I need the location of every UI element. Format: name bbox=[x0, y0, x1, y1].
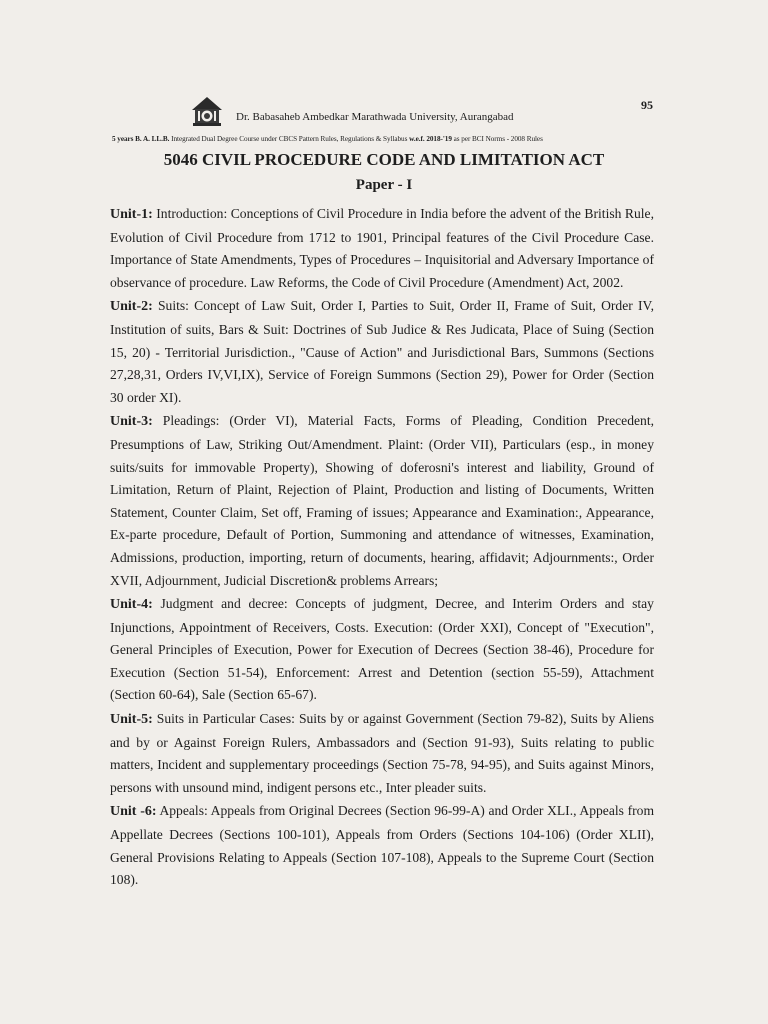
course-description bbox=[112, 135, 543, 143]
unit-5-paragraph bbox=[110, 708, 654, 799]
unit-2-paragraph bbox=[110, 295, 654, 409]
unit-1-paragraph bbox=[110, 203, 654, 294]
unit-topic: Introduction: bbox=[156, 206, 228, 221]
course-line-wef: w.e.f. 2018-'19 bbox=[409, 135, 452, 143]
unit-label: Unit-4: bbox=[110, 597, 153, 613]
unit-body: Suits by or against Government (Section 79-82), Suits by Aliens and by or Against Foreign Rulers, Ambassadors and (Section 91-93), Suits relating to public matters, Incident and supplementary proceedings (Section 75-78, 94-95), and Suits against Minors, persons with unsound mind, indigent persons etc., Inter pleader suits. bbox=[110, 711, 655, 795]
unit-6-paragraph bbox=[110, 800, 654, 891]
syllabus-content bbox=[110, 203, 654, 893]
course-line-bold: 5 years B. A. LL.B. bbox=[112, 135, 170, 143]
paper-subtitle: Paper - I bbox=[355, 177, 413, 193]
unit-label: Unit-1: bbox=[110, 207, 153, 222]
unit-3-paragraph bbox=[110, 410, 654, 592]
unit-body: (Order VI), Material Facts, Forms of Pleading, Condition Precedent, Presumptions of Law, Striking Out/Amendment. Plaint: (Order VII), Particulars (esp., in money suits/suits for immovable Property), Showing of doferosni's interest and liability, Ground of Limitation, Return of Plaint, Rejection of Plaint, Production and listing of Documents, Written Statement, Counter Claim, Set off, Framing of issues; Appearance and Examination:, Appearance, Ex-parte procedure, Default of Portion, Summoning and attendance of witnesses, Examination, Admissions, production, importing, return of documents, hearing, affidavit; Adjournments:, Order XVII, Adjournment, Judicial Discretion& problems Arrears; bbox=[110, 413, 654, 588]
unit-topic: Suits in Particular Cases: bbox=[156, 711, 295, 727]
unit-body: Concepts of judgment, Decree, and Interim Orders and stay Injunctions, Appointment of Receivers, Costs. Execution: (Order XXI), Concept of "Execution", General Principles of Execution, Power for Execution of Decrees (Section 38-46), Procedure for Execution (Section 51-54), Enforcement: Arrest and Detention (section 55-59), Attachment (Section 60-64), Sale (Section 65-67). bbox=[110, 596, 654, 703]
unit-body: Conceptions of Civil Procedure in India before the advent of the British Rule, Evolution of Civil Procedure from 1712 to 1901, Principal features of the Civil Procedure Case. Importance of State Amendments, Types of Procedures – Inquisitorial and Adversary Importance of observance of procedure. Law Reforms, the Code of Civil Procedure (Amendment) Act, 2002. bbox=[110, 206, 654, 290]
unit-topic: Suits: bbox=[157, 298, 189, 314]
unit-label: Unit-3: bbox=[110, 414, 153, 430]
document-title: 5046 CIVIL PROCEDURE CODE AND LIMITATION ACT bbox=[163, 150, 605, 169]
university-emblem-icon bbox=[190, 94, 224, 128]
page-number: 95 bbox=[641, 98, 653, 112]
unit-topic: Appeals: bbox=[159, 803, 208, 819]
unit-body: Appeals from Original Decrees (Section 96-99-A) and Order XLI., Appeals from Appellate Decrees (Sections 100-101), Appeals from Orders (Sections 104-106) (Order XLII), General Provisions Relating to Appeals (Section 107-108), Appeals to the Supreme Court (Section 108). bbox=[110, 803, 655, 888]
unit-label: Unit-2: bbox=[110, 299, 153, 315]
unit-body: Concept of Law Suit, Order I, Parties to Suit, Order II, Frame of Suit, Order IV, Institution of suits, Bars & Suit: Doctrines of Sub Judice & Res Judicata, Place of Suing (Section 15, 20) - Territorial Jurisdiction., "Cause of Action" and Jurisdictional Bars, Summons (Sections 27,28,31, Orders IV,VI,IX), Service of Foreign Summons (Section 29), Power for Order (Section 30 order XI). bbox=[110, 298, 654, 405]
university-name: Dr. Babasaheb Ambedkar Marathwada University, Aurangabad bbox=[236, 111, 514, 123]
unit-label: Unit-5: bbox=[110, 712, 153, 728]
course-line-rest: Integrated Dual Degree Course under CBCS Pattern Rules, Regulations & Syllabus bbox=[171, 135, 408, 143]
unit-4-paragraph bbox=[110, 593, 654, 707]
unit-topic: Judgment and decree: bbox=[160, 596, 288, 612]
unit-topic: Pleadings: bbox=[162, 413, 220, 429]
unit-label: Unit -6: bbox=[110, 804, 157, 820]
course-line-end: as per BCI Norms - 2008 Rules bbox=[453, 135, 543, 143]
